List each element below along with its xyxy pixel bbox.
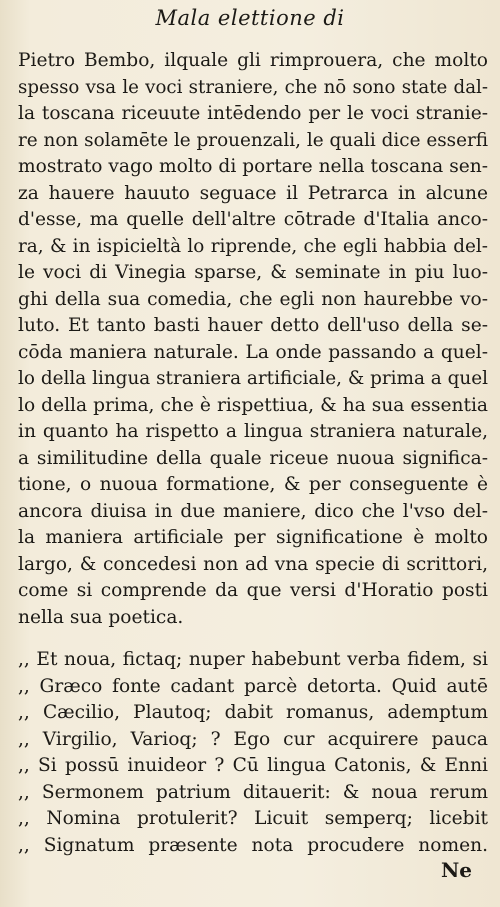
verse-line: ,, Si possū inuideor ? Cū lingua Catonis, & Enni	[18, 755, 488, 776]
prose-line: mostrato vago molto di portare nella toscana sen-	[18, 156, 488, 177]
running-head: Mala elettione di	[155, 6, 345, 30]
prose-line: largo, & concedesi non ad vna specie di scrittori,	[18, 553, 488, 575]
prose-line: le voci di Vinegia sparse, & seminate in piu luo-	[18, 262, 488, 283]
prose-line: lo della lingua straniera artificiale, & prima a quel	[18, 368, 488, 389]
verse-line: ,, Græco fonte cadant parcè detorta. Quid autē	[18, 675, 488, 697]
prose-line: cōda maniera naturale. La onde passando a quel-	[18, 341, 488, 363]
verse-quotation	[18, 647, 488, 859]
prose-line: la toscana riceuute intēdendo per le voci stranie-	[18, 103, 488, 124]
verse-line: ,, Cæcilio, Plautoq; dabit romanus, ademptum	[18, 702, 488, 723]
prose-line: d'esse, ma quelle dell'altre cōtrade d'Italia anco-	[18, 209, 488, 230]
prose-line: za hauere hauuto seguace il Petrarca in alcune	[18, 182, 488, 204]
prose-line: tione, o nuoua formatione, & per conseguente è	[18, 474, 488, 495]
verse-line: ,, Signatum præsente nota procudere nomen.	[18, 834, 488, 856]
prose-line: spesso vsa le voci straniere, che nō sono state dal-	[18, 76, 488, 98]
prose-line: Pietro Bembo, ilquale gli rimprouera, che molto	[18, 50, 488, 71]
prose-line: a similitudine della quale riceue nuoua significa-	[18, 447, 488, 469]
verse-line: ,, Sermonem patrium ditauerit: & noua rerum	[18, 781, 488, 803]
prose-line: come si comprende da que versi d'Horatio posti	[18, 580, 488, 601]
prose-line: ghi della sua comedia, che egli non haurebbe vo-	[18, 288, 488, 310]
verse-line: ,, Nomina protulerit? Licuit semperq; licebit	[18, 808, 488, 829]
prose-line: la maniera artificiale per significatione è molto	[18, 527, 488, 548]
prose-line: re non solamēte le prouenzali, le quali dice esserfi	[18, 129, 489, 151]
prose-line: luto. Et tanto basti hauer detto dell'uso della se-	[18, 315, 488, 336]
prose-line: in quanto ha rispetto a lingua straniera naturale,	[18, 421, 488, 442]
verse-line: ,, Virgilio, Varioq; ? Ego cur acquirere pauca	[18, 728, 488, 750]
prose-line: ancora diuisa in due maniere, dico che l'vso del-	[18, 500, 488, 522]
catchword: Ne	[440, 858, 472, 882]
verse-line: ,, Et noua, fictaq; nuper habebunt verba fidem, si	[18, 649, 488, 670]
prose-line: lo della prima, che è rispettiua, & ha sua essentia	[18, 394, 488, 416]
prose-line: ra, & in ispicieltà lo riprende, che egli habbia del-	[18, 235, 488, 257]
prose-block	[18, 48, 488, 631]
prose-line: nella sua poetica.	[18, 606, 184, 628]
